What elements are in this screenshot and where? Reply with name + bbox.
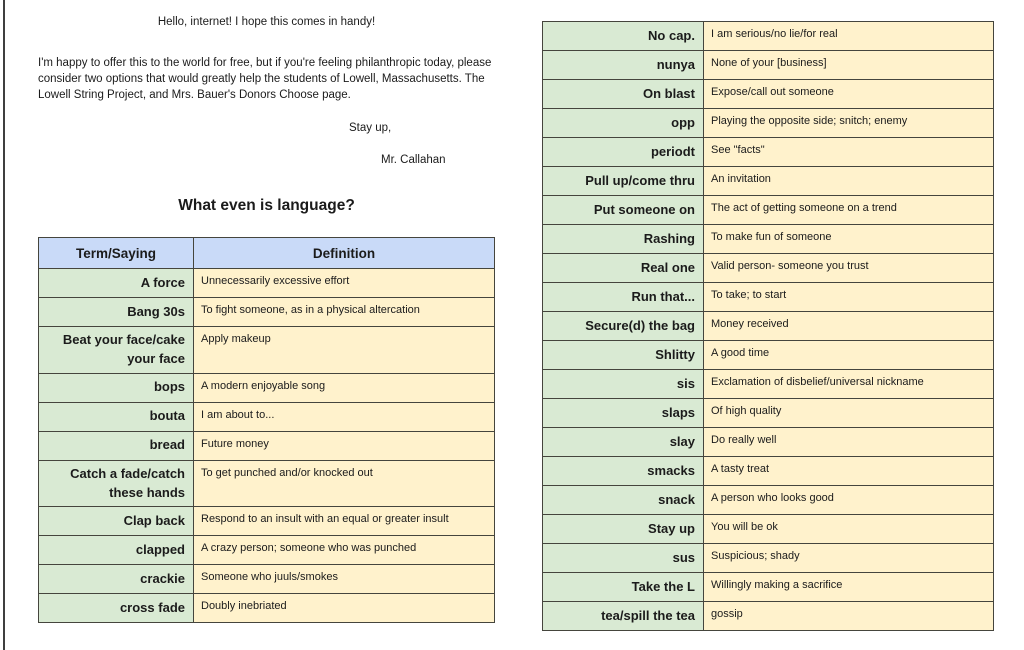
term-cell: opp (543, 109, 704, 138)
table-row (543, 457, 994, 486)
table-row (39, 298, 495, 327)
term-cell: slay (543, 428, 704, 457)
table-row (39, 594, 495, 623)
definition-cell: Playing the opposite side; snitch; enemy (704, 109, 994, 138)
signature-text: Mr. Callahan (381, 154, 446, 166)
definition-cell: A tasty treat (704, 457, 994, 486)
definition-cell: Of high quality (704, 399, 994, 428)
table-row (543, 515, 994, 544)
table-row (543, 51, 994, 80)
table-row (39, 327, 495, 374)
term-cell: No cap. (543, 22, 704, 51)
definition-cell: An invitation (704, 167, 994, 196)
definition-cell: Money received (704, 312, 994, 341)
page-title: What even is language? (178, 197, 355, 214)
table-row (39, 460, 495, 507)
term-cell: tea/spill the tea (543, 602, 704, 631)
term-cell: On blast (543, 80, 704, 109)
glossary-table-right (542, 21, 994, 631)
table-row (543, 399, 994, 428)
term-cell: Catch a fade/catch these hands (39, 460, 194, 507)
glossary-table-left (38, 237, 495, 623)
table-row (543, 225, 994, 254)
definition-cell: I am serious/no lie/for real (704, 22, 994, 51)
definition-cell: Respond to an insult with an equal or greater insult (194, 507, 495, 536)
table-row (543, 486, 994, 515)
table-row (543, 109, 994, 138)
definition-cell: I am about to... (194, 402, 495, 431)
term-cell: sus (543, 544, 704, 573)
term-cell: nunya (543, 51, 704, 80)
right-page-column (542, 21, 994, 631)
definition-cell: Someone who juuls/smokes (194, 565, 495, 594)
term-cell: clapped (39, 536, 194, 565)
term-cell: sis (543, 370, 704, 399)
table-row (39, 565, 495, 594)
definition-cell: To get punched and/or knocked out (194, 460, 495, 507)
definition-cell: A crazy person; someone who was punched (194, 536, 495, 565)
term-cell: periodt (543, 138, 704, 167)
definition-cell: Do really well (704, 428, 994, 457)
term-cell: Take the L (543, 573, 704, 602)
term-cell: bops (39, 373, 194, 402)
table-row (543, 370, 994, 399)
term-cell: Pull up/come thru (543, 167, 704, 196)
intro-paragraph: I'm happy to offer this to the world for free, but if you're feeling philanthropic today, please consider two options that would greatly help the students of Lowell, Massachusetts. The Lowell String Project, and Mrs. Bauer's Donors Choose page. (38, 57, 492, 101)
greeting-text: Hello, internet! I hope this comes in handy! (157, 16, 376, 28)
table-row (543, 138, 994, 167)
term-cell: Rashing (543, 225, 704, 254)
definition-cell: Apply makeup (194, 327, 495, 374)
term-cell: snack (543, 486, 704, 515)
term-cell: slaps (543, 399, 704, 428)
table-row (543, 22, 994, 51)
term-cell: bread (39, 431, 194, 460)
term-cell: smacks (543, 457, 704, 486)
term-cell: bouta (39, 402, 194, 431)
term-cell: Shlitty (543, 341, 704, 370)
definition-cell: See "facts" (704, 138, 994, 167)
table-row (39, 402, 495, 431)
term-cell: crackie (39, 565, 194, 594)
table-row (543, 80, 994, 109)
table-row (543, 428, 994, 457)
definition-cell: Willingly making a sacrifice (704, 573, 994, 602)
signoff-text: Stay up, (349, 122, 392, 134)
table-row (543, 312, 994, 341)
table-row (543, 602, 994, 631)
definition-cell: To take; to start (704, 283, 994, 312)
definition-cell: Valid person- someone you trust (704, 254, 994, 283)
table-row (543, 196, 994, 225)
table-row (39, 373, 495, 402)
term-cell: Secure(d) the bag (543, 312, 704, 341)
table-header-row (39, 238, 495, 269)
definition-cell: To fight someone, as in a physical altercation (194, 298, 495, 327)
term-cell: Clap back (39, 507, 194, 536)
page-edge-line (3, 0, 5, 650)
definition-cell: Doubly inebriated (194, 594, 495, 623)
definition-cell: The act of getting someone on a trend (704, 196, 994, 225)
term-cell: Beat your face/cake your face (39, 327, 194, 374)
definition-cell: To make fun of someone (704, 225, 994, 254)
table-row (39, 507, 495, 536)
definition-cell: Future money (194, 431, 495, 460)
definition-cell: A person who looks good (704, 486, 994, 515)
table-row (543, 254, 994, 283)
definition-cell: Unnecessarily excessive effort (194, 269, 495, 298)
term-cell: A force (39, 269, 194, 298)
table-row (543, 283, 994, 312)
term-cell: cross fade (39, 594, 194, 623)
definition-cell: A good time (704, 341, 994, 370)
left-page-column (38, 14, 495, 623)
definition-cell: A modern enjoyable song (194, 373, 495, 402)
term-cell: Run that... (543, 283, 704, 312)
term-column-header: Term/Saying (39, 238, 194, 269)
table-row (543, 573, 994, 602)
definition-cell: Suspicious; shady (704, 544, 994, 573)
definition-column-header: Definition (194, 238, 495, 269)
definition-cell: You will be ok (704, 515, 994, 544)
table-row (39, 269, 495, 298)
definition-cell: Expose/call out someone (704, 80, 994, 109)
table-row (543, 167, 994, 196)
term-cell: Real one (543, 254, 704, 283)
definition-cell: None of your [business] (704, 51, 994, 80)
definition-cell: Exclamation of disbelief/universal nickname (704, 370, 994, 399)
table-row (39, 536, 495, 565)
table-row (543, 341, 994, 370)
table-row (543, 544, 994, 573)
definition-cell: gossip (704, 602, 994, 631)
table-row (39, 431, 495, 460)
term-cell: Put someone on (543, 196, 704, 225)
term-cell: Bang 30s (39, 298, 194, 327)
term-cell: Stay up (543, 515, 704, 544)
